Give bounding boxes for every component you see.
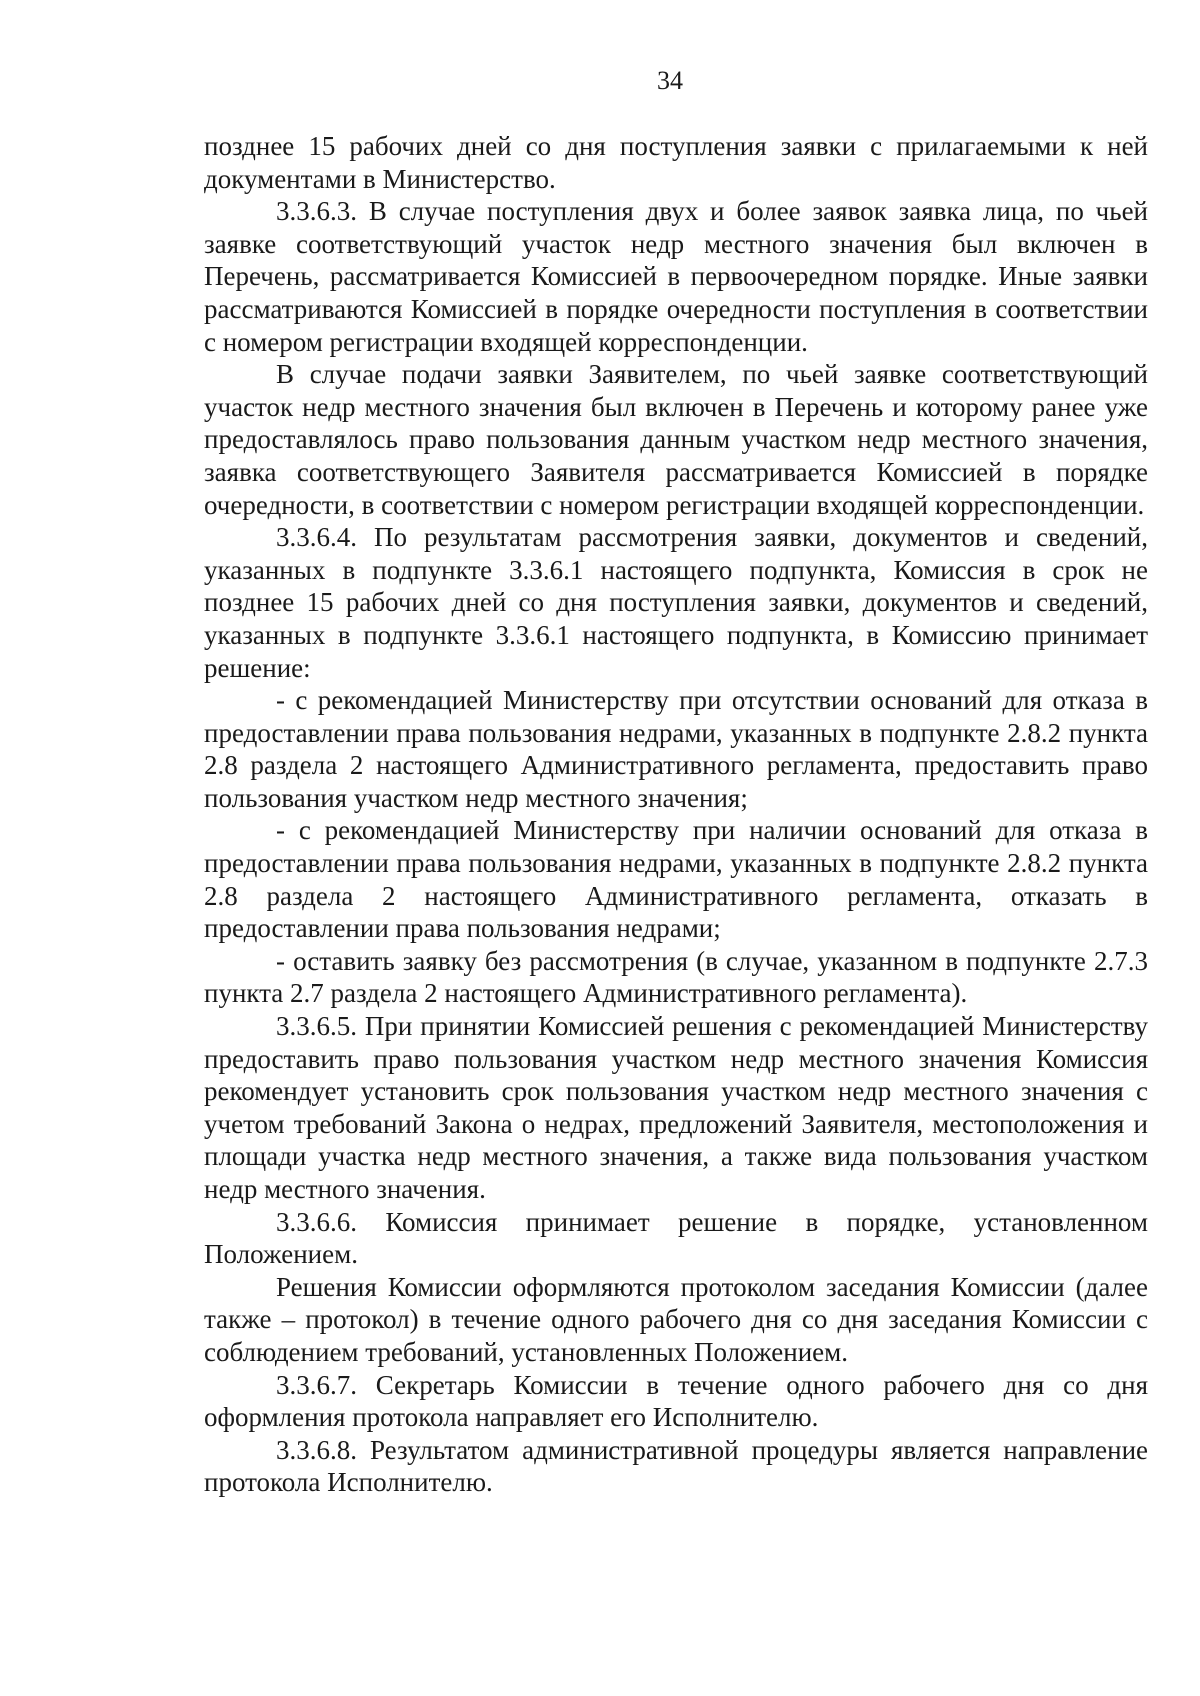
paragraph-repeat-applicant: В случае подачи заявки Заявителем, по чьей заявке соответствующий участок недр местного значения был включен в Перечень и которому ранее уже предоставлялось право пользования данным участком недр местного значения, заявка соответствующего Заявителя рассматривается Комиссией в порядке очередности, в соответствии с номером регистрации входящей корреспонденции. [204, 359, 1148, 520]
paragraph-continuation: позднее 15 рабочих дней со дня поступления заявки с прилагаемыми к ней документами в Министерство. [204, 131, 1148, 194]
paragraph-3-3-6-5: 3.3.6.5. При принятии Комиссией решения с рекомендацией Министерству предоставить право пользования участком недр местного значения Комиссия рекомендует установить срок пользования участком недр местного значения с учетом требований Закона о недрах, предложений Заявителя, местоположения и площади участка недр местного значения, а также вида пользования участком недр местного значения. [204, 1011, 1148, 1204]
list-item-recommend-refuse: - с рекомендацией Министерству при наличии оснований для отказа в предоставлении права пользования недрами, указанных в подпункте 2.8.2 пункта 2.8 раздела 2 настоящего Административного регламента, отказать в предоставлении права пользования недрами; [204, 815, 1148, 944]
paragraph-protocol: Решения Комиссии оформляются протоколом заседания Комиссии (далее также – протокол) в течение одного рабочего дня со дня заседания Комиссии с соблюдением требований, установленных Положением. [204, 1271, 1148, 1367]
page-number: 34 [657, 66, 683, 95]
list-item-leave-unconsidered: - оставить заявку без рассмотрения (в случае, указанном в подпункте 2.7.3 пункта 2.7 раздела 2 настоящего Административного регламента). [204, 945, 1148, 1009]
document-body [204, 130, 1148, 1499]
paragraph-3-3-6-7: 3.3.6.7. Секретарь Комиссии в течение одного рабочего дня со дня оформления протокола направляет его Исполнителю. [204, 1369, 1148, 1433]
list-item-recommend-grant: - с рекомендацией Министерству при отсутствии оснований для отказа в предоставлении права пользования недрами, указанных в подпункте 2.8.2 пункта 2.8 раздела 2 настоящего Административного регламента, предоставить право пользования участком недр местного значения; [204, 685, 1148, 813]
paragraph-3-3-6-8: 3.3.6.8. Результатом административной процедуры является направление протокола Исполнителю. [204, 1434, 1148, 1498]
paragraph-3-3-6-6: 3.3.6.6. Комиссия принимает решение в порядке, установленном Положением. [204, 1206, 1148, 1270]
paragraph-3-3-6-3: 3.3.6.3. В случае поступления двух и более заявок заявка лица, по чьей заявке соответствующий участок недр местного значения был включен в Перечень, рассматривается Комиссией в первоочередном порядке. Иные заявки рассматриваются Комиссией в порядке очередности поступления в соответствии с номером регистрации входящей корреспонденции. [204, 196, 1148, 357]
paragraph-3-3-6-4: 3.3.6.4. По результатам рассмотрения заявки, документов и сведений, указанных в подпункте 3.3.6.1 настоящего подпункта, Комиссия в срок не позднее 15 рабочих дней со дня поступления заявки, документов и сведений, указанных в подпункте 3.3.6.1 настоящего подпункта, в Комиссию принимает решение: [204, 522, 1148, 683]
